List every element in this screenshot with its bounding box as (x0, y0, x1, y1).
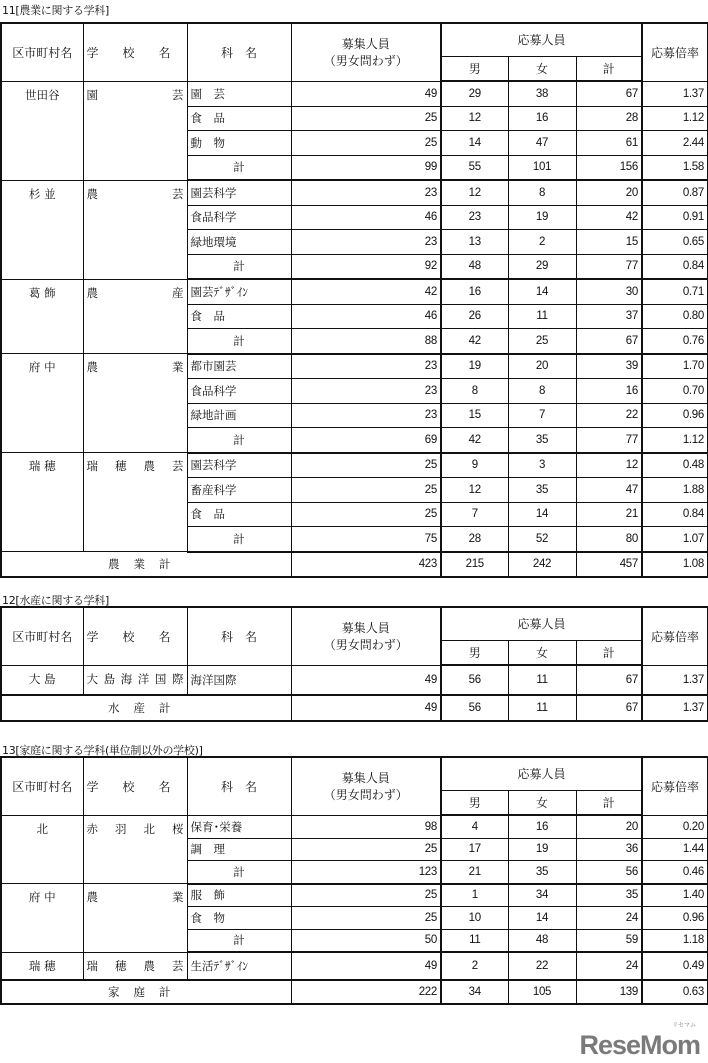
district-cell: 葛 飾 (1, 279, 83, 354)
male-count-cell: 12 (441, 180, 508, 205)
section-title: 13[家庭に関する学科(単位制以外の学校)] (2, 744, 203, 757)
total-count-cell: 56 (576, 861, 642, 884)
female-count-cell: 242 (508, 552, 576, 578)
male-count-cell: 42 (441, 428, 508, 453)
ratio-cell: 0.80 (642, 304, 708, 329)
capacity-cell: 23 (291, 354, 441, 379)
capacity-cell: 46 (291, 304, 441, 329)
male-count-cell: 34 (441, 980, 508, 1004)
capacity-cell: 50 (291, 929, 441, 952)
ratio-cell: 0.96 (642, 403, 708, 428)
total-count-cell: 24 (576, 907, 642, 930)
district-cell: 杉 並 (1, 180, 83, 279)
header-capacity (291, 757, 441, 815)
header-dept: 科 名 (187, 23, 291, 81)
header-capacity-line2: （男女問わず） (323, 638, 408, 653)
header-capacity (291, 23, 441, 81)
male-count-cell: 23 (441, 205, 508, 230)
capacity-cell: 25 (291, 907, 441, 930)
dept-cell: 動 物 (187, 131, 291, 156)
female-count-cell: 47 (508, 131, 576, 156)
male-count-cell: 14 (441, 131, 508, 156)
header-female: 女 (508, 640, 576, 665)
female-count-cell: 35 (508, 428, 576, 453)
school-cell: 農業 (83, 354, 187, 453)
capacity-cell: 23 (291, 379, 441, 404)
capacity-cell: 49 (291, 81, 441, 106)
female-count-cell: 11 (508, 665, 576, 695)
female-count-cell: 7 (508, 403, 576, 428)
male-count-cell: 2 (441, 952, 508, 980)
female-count-cell: 22 (508, 952, 576, 980)
male-count-cell: 17 (441, 838, 508, 861)
total-count-cell: 67 (576, 329, 642, 354)
dept-cell: 食 品 (187, 106, 291, 131)
female-count-cell: 16 (508, 815, 576, 838)
capacity-cell: 69 (291, 428, 441, 453)
male-count-cell: 56 (441, 695, 508, 721)
header-male: 男 (441, 56, 508, 81)
female-count-cell: 19 (508, 838, 576, 861)
ratio-cell: 1.88 (642, 478, 708, 503)
male-count-cell: 15 (441, 403, 508, 428)
dept-cell: 緑地環境 (187, 230, 291, 255)
enrollment-table (0, 22, 708, 578)
male-count-cell: 28 (441, 527, 508, 552)
ratio-cell: 1.12 (642, 106, 708, 131)
ratio-cell: 0.71 (642, 279, 708, 304)
total-count-cell: 36 (576, 838, 642, 861)
header-school: 学 校 名 (83, 23, 187, 81)
male-count-cell: 11 (441, 929, 508, 952)
male-count-cell: 29 (441, 81, 508, 106)
subtotal-label: 計 (187, 254, 291, 279)
header-female: 女 (508, 790, 576, 815)
table-row (1, 815, 708, 838)
header-school: 学 校 名 (83, 607, 187, 665)
dept-cell: 食品科学 (187, 379, 291, 404)
total-count-cell: 139 (576, 980, 642, 1004)
header-capacity-line1: 募集人員 (341, 37, 390, 52)
ratio-cell: 0.46 (642, 861, 708, 884)
capacity-cell: 25 (291, 884, 441, 907)
ratio-cell: 1.37 (642, 695, 708, 721)
header-capacity (291, 607, 441, 665)
header-ratio: 応募倍率 (642, 607, 708, 665)
capacity-cell: 25 (291, 106, 441, 131)
header-male: 男 (441, 790, 508, 815)
subtotal-label: 計 (187, 929, 291, 952)
dept-cell: 海洋国際 (187, 665, 291, 695)
ratio-cell: 1.58 (642, 155, 708, 180)
male-count-cell: 16 (441, 279, 508, 304)
capacity-cell: 25 (291, 502, 441, 527)
total-count-cell: 21 (576, 502, 642, 527)
male-count-cell: 42 (441, 329, 508, 354)
male-count-cell: 55 (441, 155, 508, 180)
header-dept: 科 名 (187, 607, 291, 665)
capacity-cell: 99 (291, 155, 441, 180)
capacity-cell: 88 (291, 329, 441, 354)
total-count-cell: 47 (576, 478, 642, 503)
capacity-cell: 25 (291, 131, 441, 156)
male-count-cell: 12 (441, 478, 508, 503)
female-count-cell: 52 (508, 527, 576, 552)
table-row (1, 354, 708, 379)
male-count-cell: 12 (441, 106, 508, 131)
dept-cell: 園芸ﾃﾞｻﾞｲﾝ (187, 279, 291, 304)
header-district: 区市町村名 (1, 23, 83, 81)
female-count-cell: 2 (508, 230, 576, 255)
total-count-cell: 77 (576, 428, 642, 453)
subtotal-label: 計 (187, 861, 291, 884)
resemom-logo (579, 1030, 700, 1060)
total-count-cell: 77 (576, 254, 642, 279)
district-cell: 瑞 穂 (1, 453, 83, 552)
male-count-cell: 13 (441, 230, 508, 255)
dept-cell: 服 飾 (187, 884, 291, 907)
table-row (1, 884, 708, 907)
ratio-cell: 1.12 (642, 428, 708, 453)
female-count-cell: 35 (508, 478, 576, 503)
ratio-cell: 0.49 (642, 952, 708, 980)
ratio-cell: 0.84 (642, 254, 708, 279)
enrollment-table (0, 606, 708, 722)
dept-cell: 園芸科学 (187, 180, 291, 205)
total-count-cell: 35 (576, 884, 642, 907)
header-applicants: 応募人員 (441, 607, 642, 640)
ratio-cell: 0.76 (642, 329, 708, 354)
dept-cell: 生活ﾃﾞｻﾞｲﾝ (187, 952, 291, 980)
grand-total-label: 農業計 (1, 552, 291, 578)
capacity-cell: 75 (291, 527, 441, 552)
ratio-cell: 0.91 (642, 205, 708, 230)
ratio-cell: 0.87 (642, 180, 708, 205)
ratio-cell: 0.84 (642, 502, 708, 527)
male-count-cell: 19 (441, 354, 508, 379)
ratio-cell: 1.37 (642, 665, 708, 695)
ratio-cell: 0.63 (642, 980, 708, 1004)
male-count-cell: 48 (441, 254, 508, 279)
total-count-cell: 67 (576, 81, 642, 106)
male-count-cell: 56 (441, 665, 508, 695)
section-title: 11[農業に関する学科] (2, 4, 109, 17)
header-ratio: 応募倍率 (642, 757, 708, 815)
total-count-cell: 61 (576, 131, 642, 156)
dept-cell: 畜産科学 (187, 478, 291, 503)
district-cell: 府 中 (1, 354, 83, 453)
subtotal-label: 計 (187, 428, 291, 453)
ratio-cell: 0.20 (642, 815, 708, 838)
header-capacity-line1: 募集人員 (341, 771, 390, 786)
logo-ruby: リセマム (672, 1022, 696, 1029)
total-count-cell: 16 (576, 379, 642, 404)
subtotal-label: 計 (187, 329, 291, 354)
header-capacity-line1: 募集人員 (341, 621, 390, 636)
ratio-cell: 0.48 (642, 453, 708, 478)
capacity-cell: 42 (291, 279, 441, 304)
header-applicants: 応募人員 (441, 757, 642, 790)
total-count-cell: 28 (576, 106, 642, 131)
female-count-cell: 34 (508, 884, 576, 907)
logo-text: ReseMom (579, 1030, 700, 1060)
ratio-cell: 0.65 (642, 230, 708, 255)
header-total: 計 (576, 640, 642, 665)
female-count-cell: 105 (508, 980, 576, 1004)
total-count-cell: 30 (576, 279, 642, 304)
total-count-cell: 39 (576, 354, 642, 379)
female-count-cell: 48 (508, 929, 576, 952)
header-applicants: 応募人員 (441, 23, 642, 56)
female-count-cell: 38 (508, 81, 576, 106)
female-count-cell: 11 (508, 304, 576, 329)
header-capacity-line2: （男女問わず） (323, 788, 408, 803)
capacity-cell: 49 (291, 695, 441, 721)
female-count-cell: 8 (508, 379, 576, 404)
total-count-cell: 20 (576, 180, 642, 205)
ratio-cell: 1.07 (642, 527, 708, 552)
grand-total-row (1, 695, 708, 721)
female-count-cell: 16 (508, 106, 576, 131)
dept-cell: 調 理 (187, 838, 291, 861)
total-count-cell: 24 (576, 952, 642, 980)
ratio-cell: 2.44 (642, 131, 708, 156)
school-cell: 瑞穂農芸 (83, 952, 187, 980)
table-row (1, 952, 708, 980)
total-count-cell: 15 (576, 230, 642, 255)
capacity-cell: 25 (291, 478, 441, 503)
school-cell: 農業 (83, 884, 187, 953)
dept-cell: 園 芸 (187, 81, 291, 106)
male-count-cell: 26 (441, 304, 508, 329)
district-cell: 大 島 (1, 665, 83, 695)
female-count-cell: 20 (508, 354, 576, 379)
district-cell: 北 (1, 815, 83, 884)
district-cell: 瑞 穂 (1, 952, 83, 980)
school-cell: 園芸 (83, 81, 187, 180)
dept-cell: 保育･栄養 (187, 815, 291, 838)
header-total: 計 (576, 56, 642, 81)
female-count-cell: 14 (508, 907, 576, 930)
male-count-cell: 10 (441, 907, 508, 930)
dept-cell: 食 品 (187, 304, 291, 329)
female-count-cell: 29 (508, 254, 576, 279)
grand-total-label: 家庭計 (1, 980, 291, 1004)
female-count-cell: 35 (508, 861, 576, 884)
capacity-cell: 222 (291, 980, 441, 1004)
total-count-cell: 12 (576, 453, 642, 478)
table-row (1, 180, 708, 205)
total-count-cell: 59 (576, 929, 642, 952)
female-count-cell: 19 (508, 205, 576, 230)
capacity-cell: 23 (291, 180, 441, 205)
grand-total-row (1, 552, 708, 578)
capacity-cell: 49 (291, 952, 441, 980)
header-district: 区市町村名 (1, 757, 83, 815)
ratio-cell: 1.18 (642, 929, 708, 952)
male-count-cell: 21 (441, 861, 508, 884)
header-female: 女 (508, 56, 576, 81)
capacity-cell: 25 (291, 453, 441, 478)
female-count-cell: 8 (508, 180, 576, 205)
ratio-cell: 1.70 (642, 354, 708, 379)
header-school: 学 校 名 (83, 757, 187, 815)
school-cell: 農産 (83, 279, 187, 354)
school-cell: 赤羽北桜 (83, 815, 187, 884)
ratio-cell: 1.44 (642, 838, 708, 861)
female-count-cell: 14 (508, 502, 576, 527)
subtotal-label: 計 (187, 527, 291, 552)
district-cell: 府 中 (1, 884, 83, 953)
district-cell: 世田谷 (1, 81, 83, 180)
table-row (1, 279, 708, 304)
capacity-cell: 23 (291, 403, 441, 428)
dept-cell: 食品科学 (187, 205, 291, 230)
ratio-cell: 1.37 (642, 81, 708, 106)
header-ratio: 応募倍率 (642, 23, 708, 81)
total-count-cell: 67 (576, 665, 642, 695)
header-total: 計 (576, 790, 642, 815)
total-count-cell: 156 (576, 155, 642, 180)
ratio-cell: 1.40 (642, 884, 708, 907)
header-capacity-line2: （男女問わず） (323, 54, 408, 69)
table-row (1, 665, 708, 695)
header-dept: 科 名 (187, 757, 291, 815)
capacity-cell: 423 (291, 552, 441, 578)
subtotal-label: 計 (187, 155, 291, 180)
male-count-cell: 7 (441, 502, 508, 527)
school-cell: 農芸 (83, 180, 187, 279)
ratio-cell: 1.08 (642, 552, 708, 578)
capacity-cell: 92 (291, 254, 441, 279)
female-count-cell: 25 (508, 329, 576, 354)
school-cell: 大島海洋国際 (83, 665, 187, 695)
male-count-cell: 8 (441, 379, 508, 404)
male-count-cell: 1 (441, 884, 508, 907)
capacity-cell: 25 (291, 838, 441, 861)
total-count-cell: 20 (576, 815, 642, 838)
total-count-cell: 67 (576, 695, 642, 721)
total-count-cell: 80 (576, 527, 642, 552)
grand-total-label: 水産計 (1, 695, 291, 721)
dept-cell: 食 品 (187, 502, 291, 527)
female-count-cell: 101 (508, 155, 576, 180)
ratio-cell: 0.70 (642, 379, 708, 404)
ratio-cell: 0.96 (642, 907, 708, 930)
dept-cell: 食 物 (187, 907, 291, 930)
grand-total-row (1, 980, 708, 1004)
dept-cell: 緑地計画 (187, 403, 291, 428)
header-district: 区市町村名 (1, 607, 83, 665)
capacity-cell: 46 (291, 205, 441, 230)
total-count-cell: 22 (576, 403, 642, 428)
total-count-cell: 37 (576, 304, 642, 329)
total-count-cell: 42 (576, 205, 642, 230)
capacity-cell: 123 (291, 861, 441, 884)
capacity-cell: 23 (291, 230, 441, 255)
dept-cell: 都市園芸 (187, 354, 291, 379)
table-row (1, 453, 708, 478)
header-male: 男 (441, 640, 508, 665)
capacity-cell: 49 (291, 665, 441, 695)
section-title: 12[水産に関する学科] (2, 594, 109, 607)
dept-cell: 園芸科学 (187, 453, 291, 478)
female-count-cell: 11 (508, 695, 576, 721)
capacity-cell: 98 (291, 815, 441, 838)
school-cell: 瑞穂農芸 (83, 453, 187, 552)
male-count-cell: 215 (441, 552, 508, 578)
female-count-cell: 14 (508, 279, 576, 304)
total-count-cell: 457 (576, 552, 642, 578)
male-count-cell: 4 (441, 815, 508, 838)
enrollment-table (0, 756, 708, 1005)
male-count-cell: 9 (441, 453, 508, 478)
table-row (1, 81, 708, 106)
female-count-cell: 3 (508, 453, 576, 478)
